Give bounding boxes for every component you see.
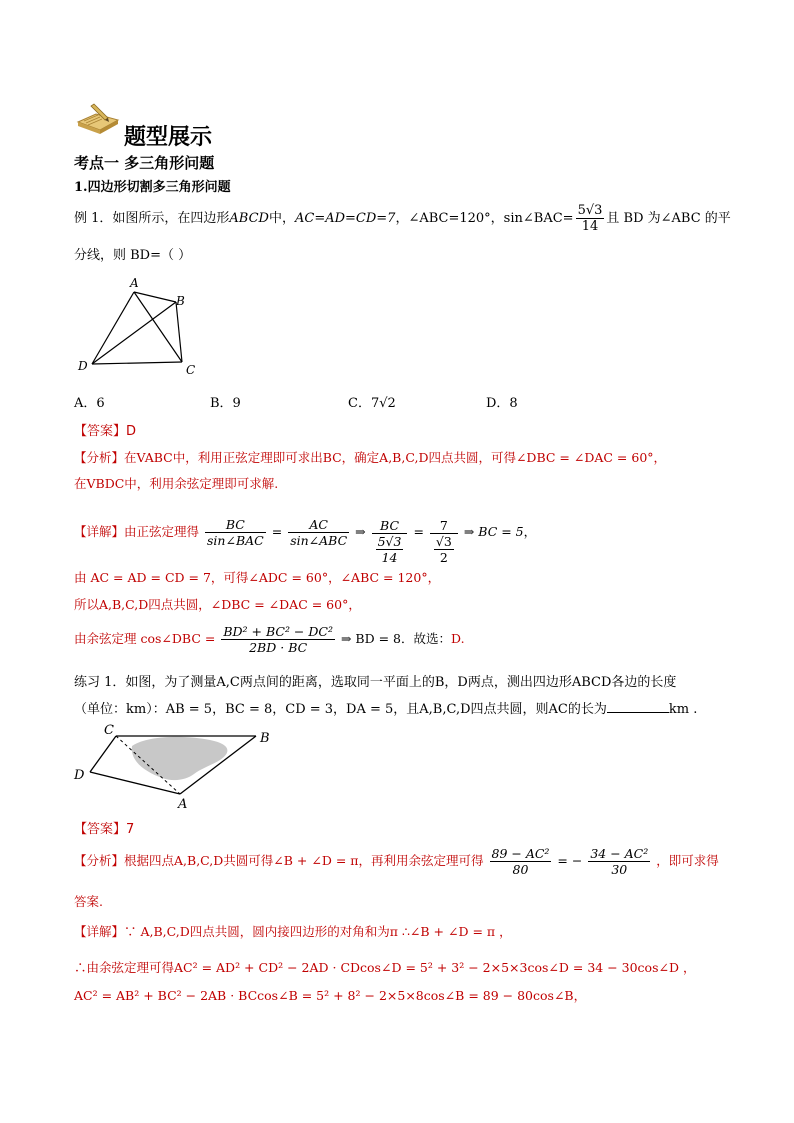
- practice1-line2: [74, 698, 697, 717]
- lake-shape: [132, 737, 228, 780]
- step4-result: ⇒ BD = 8．故选：: [340, 631, 451, 646]
- practice-eq: = −: [557, 853, 583, 868]
- detail-frac3-inner-den: 14: [381, 550, 398, 565]
- analysis-tag: 【分析】: [74, 450, 125, 465]
- detail-frac3: [372, 518, 408, 565]
- practice-analysis-text: 根据四点A,B,C,D共圆可得∠B + ∠D = π，再利用余弦定理可得: [124, 853, 484, 868]
- step4-frac-den: 2BD · BC: [249, 640, 308, 655]
- edge-da: [92, 292, 134, 364]
- section-subtitle: 1.四边形切割多三角形问题: [74, 180, 231, 195]
- example1-answer: [74, 420, 136, 439]
- practice-frac1-num: 89 − AC²: [491, 846, 550, 861]
- practice-analysis-tail: ，即可求得: [656, 853, 719, 868]
- example1-prefix: 例 1．如图所示，在四边形: [74, 211, 230, 226]
- label-a: A: [178, 797, 188, 810]
- step4-answer: D.: [451, 631, 465, 646]
- practice1-detail-line3: AC² = AB² + BC² − 2AB · BCcos∠B = 5² + 8² − 2×5×8cos∠B = 89 − 80cos∠B，: [74, 988, 587, 1003]
- example1-step4: [74, 624, 465, 655]
- label-b: B: [260, 731, 270, 746]
- practice-frac1: [490, 846, 552, 877]
- step4-frac-num: BD² + BC² − DC²: [223, 624, 333, 639]
- practice-detail-text1: ∵ A,B,C,D四点共圆，圆内接四边形的对角和为π ∴∠B + ∠D = π ，: [124, 924, 512, 939]
- detail-frac3-den: [372, 534, 408, 565]
- detail-frac1: [205, 517, 266, 548]
- detail-frac2-den: sin∠ABC: [290, 533, 348, 548]
- page-title: 题型展示: [124, 124, 213, 150]
- practice1-line1: 练习 1．如图，为了测量A,C两点间的距离，选取同一平面上的B，D两点，测出四边形ABCD各边的长度: [74, 675, 677, 690]
- example1-line2: 分线，则 BD=（ ）: [74, 248, 192, 263]
- practice1-line2-unit: km .: [668, 702, 698, 717]
- analysis-text1: 在VABC中，利用正弦定理即可求出BC，确定A,B,C,D四点共圆，可得∠DBC = ∠DAC = 60°，: [124, 450, 667, 465]
- example1-quad: ABCD: [229, 211, 269, 226]
- example1-sides: AC=AD=CD=7: [294, 211, 396, 226]
- practice1-line2-text: （单位：km）：AB = 5，BC = 8，CD = 3，DA = 5，且A,B,C,D四点共圆，则AC的长为: [74, 702, 607, 717]
- detail-frac4-num: 7: [430, 518, 458, 534]
- book-pencil-icon: [74, 100, 122, 140]
- option-d: D．8: [486, 396, 518, 411]
- example1-step3: 所以A,B,C,D四点共圆，∠DBC = ∠DAC = 60°，: [74, 597, 361, 612]
- example1-angle: ，∠ABC=120°，sin∠BAC=: [395, 211, 574, 226]
- step4-lead: 由余弦定理 cos∠DBC =: [74, 631, 216, 646]
- detail-frac3-num: BC: [372, 518, 408, 534]
- example1-analysis-line2: 在VBDC中，利用余弦定理即可求解.: [74, 476, 279, 491]
- edge-bc: [176, 302, 182, 362]
- step4-frac: [221, 624, 335, 655]
- example1-frac-num: 5√3: [577, 203, 603, 218]
- detail-frac4-inner-num: √3: [435, 534, 452, 549]
- practice1-detail-line1: [74, 922, 512, 940]
- option-b: B．9: [210, 396, 241, 411]
- detail-eq2: =: [413, 524, 424, 539]
- detail-frac1-den: sin∠BAC: [207, 533, 264, 548]
- example1-sin-fraction: [576, 203, 605, 234]
- label-c: C: [104, 723, 114, 738]
- section-title: 考点一 多三角形问题: [74, 154, 215, 172]
- label-d: D: [74, 768, 85, 783]
- practice-frac2-den: 30: [611, 862, 628, 877]
- practice-answer-tag: 【答案】: [74, 822, 127, 837]
- practice-frac2-num: 34 − AC²: [590, 846, 649, 861]
- detail-tag: 【详解】: [74, 524, 125, 539]
- answer-tag: 【答案】: [74, 424, 127, 439]
- detail-frac3-inner-num: 5√3: [377, 534, 402, 549]
- example1-figure: [74, 272, 204, 382]
- practice-frac2: [588, 846, 650, 877]
- label-a: A: [130, 276, 139, 290]
- detail-frac4-inner-den: 2: [439, 550, 448, 565]
- detail-frac1-num: BC: [205, 517, 266, 533]
- detail-frac4-den: [430, 534, 458, 565]
- example1-mid: 中，: [268, 211, 295, 226]
- example1-detail-line1: [74, 500, 536, 565]
- practice1-analysis: [74, 846, 719, 877]
- option-c: C．7√2: [348, 396, 396, 411]
- example1-cond: 且 BD 为∠ABC 的平: [606, 211, 731, 226]
- answer-blank: [607, 700, 669, 713]
- detail-frac3-inner: [376, 534, 404, 565]
- detail-frac2: [288, 517, 349, 548]
- option-a: A．6: [74, 396, 105, 411]
- detail-comma: ，: [523, 524, 537, 539]
- detail-frac4: [430, 518, 458, 565]
- practice1-analysis-line2: 答案.: [74, 894, 103, 909]
- label-c: C: [186, 363, 196, 377]
- practice1-figure: [70, 722, 280, 810]
- detail-frac4-inner: [434, 534, 454, 565]
- detail-arrow1: ⇒: [355, 524, 366, 539]
- diagonal-bd: [92, 302, 176, 364]
- example1-frac-den: 14: [581, 219, 599, 234]
- detail-frac2-num: AC: [288, 517, 349, 533]
- practice1-detail-line2: ∴由余弦定理可得AC² = AD² + CD² − 2AD · CDcos∠D = 5² + 3² − 2×5×3cos∠D = 34 − 30cos∠D ，: [74, 960, 696, 975]
- example1-line1: [74, 203, 731, 234]
- edge-dc: [90, 736, 116, 772]
- detail-result: ⇒ BC = 5: [463, 524, 524, 539]
- practice-frac1-den: 80: [512, 862, 529, 877]
- answer-value: D: [126, 424, 137, 439]
- label-d: D: [78, 359, 88, 373]
- detail-lead: 由正弦定理得: [124, 524, 200, 539]
- detail-eq1: =: [271, 524, 283, 539]
- practice-analysis-tag: 【分析】: [74, 853, 125, 868]
- practice1-answer: [74, 818, 134, 837]
- example1-analysis-line1: [74, 448, 666, 466]
- label-b: B: [176, 294, 185, 308]
- example1-step2: 由 AC = AD = CD = 7，可得∠ADC = 60°，∠ABC = 120°，: [74, 570, 441, 585]
- edge-cd: [92, 362, 182, 364]
- practice-detail-tag: 【详解】: [74, 924, 125, 939]
- practice-answer-value: 7: [126, 822, 135, 837]
